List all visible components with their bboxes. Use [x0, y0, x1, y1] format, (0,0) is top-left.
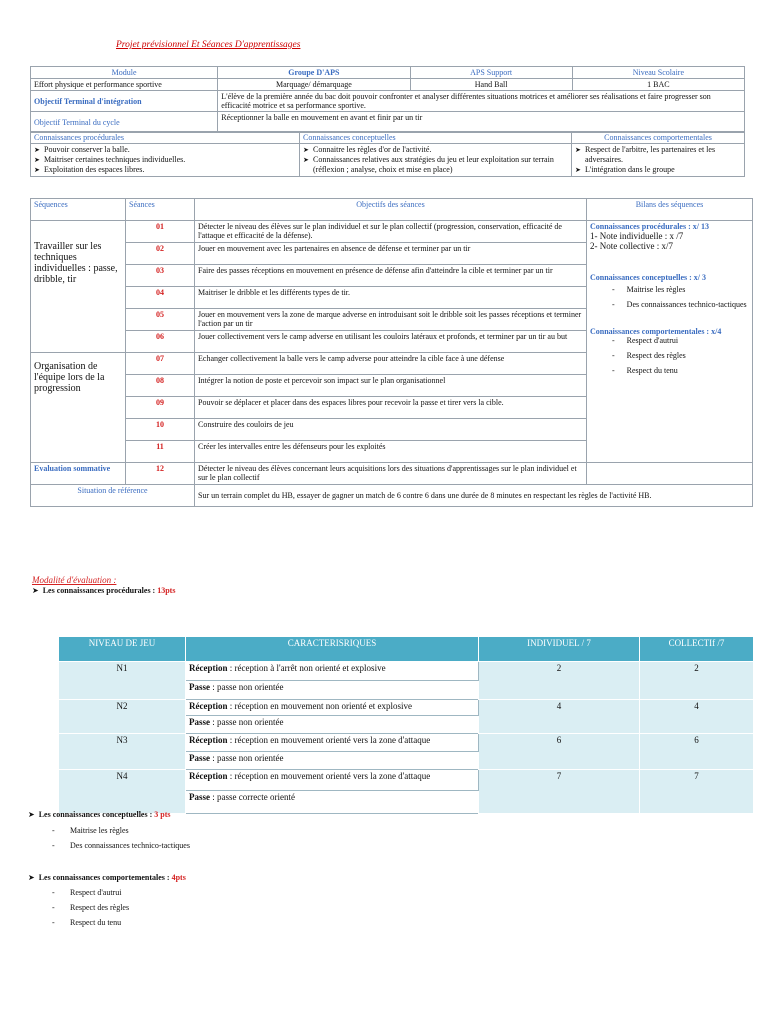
seance-objective: Créer les intervalles entre les défenseurs pour les exploités [195, 441, 587, 463]
project-info-table [30, 66, 745, 133]
collective-score: 7 [640, 770, 754, 814]
bilan-note-collective: 2- Note collective : x/7 [590, 241, 673, 251]
objectif-cycle-text: Réceptionner la balle en mouvement en avant et finir par un tir [218, 112, 745, 133]
niveau-header: Niveau Scolaire [572, 67, 744, 79]
seance-objective: Pouvoir se déplacer et placer dans des espaces libres pour recevoir la passe et tirer vers la cible. [195, 397, 587, 419]
eval-concept-list [52, 826, 190, 856]
list-item: - Des connaissances technico-tactiques [52, 841, 190, 850]
sequences-header: Séquences [31, 199, 126, 221]
passe-desc: Passe : passe non orientée [186, 752, 479, 770]
seances-header: Séances [126, 199, 195, 221]
bilan-cell [587, 221, 753, 463]
individual-score: 2 [479, 662, 640, 700]
individual-score: 6 [479, 734, 640, 770]
seance-objective: Intégrer la notion de poste et percevoir son impact sur le plan organisationnel [195, 375, 587, 397]
proc-label: Connaissances procédurales [31, 132, 300, 144]
bilan-note-individuelle: 1- Note individuelle : x /7 [590, 231, 684, 241]
seance-objective: Jouer en mouvement vers la zone de marque adverse en introduisant soit le dribble soit les passes réceptions et terminer l'action par un tir [195, 309, 587, 331]
eval-concept-line: ➤ Les connaissances conceptuelles : 3 pts [28, 810, 171, 819]
seance-num: 12 [126, 463, 195, 485]
bilan-concept-item: - Maitrise les règles [612, 285, 686, 294]
seance-num: 03 [126, 265, 195, 287]
arrow-icon: ➤ [32, 586, 39, 595]
level-name: N2 [59, 700, 186, 734]
bilan-comport-item: - Respect des règles [612, 351, 686, 360]
aps-support-header: APS Support [410, 67, 572, 79]
concept-cell [300, 144, 572, 177]
level-name: N4 [59, 770, 186, 814]
document-title: Projet prévisionnel Et Séances D'apprentissages [116, 40, 301, 50]
list-item: ➤ Respect de l'arbitre, les partenaires et les adversaires. [575, 145, 741, 165]
list-item: ➤ Maitriser certaines techniques individuelles. [34, 155, 296, 165]
level-name: N1 [59, 662, 186, 700]
bilan-comport-title: Connaissances comportementales : x/4 [590, 327, 722, 336]
sequence-2: Organisation de l'équipe lors de la progression [31, 353, 126, 463]
list-item: ➤ Connaissances relatives aux stratégies du jeu et leur exploitation sur terrain (réflexion ; analyse, choix et mise en place) [303, 155, 568, 175]
passe-desc: Passe : passe non orientée [186, 681, 479, 700]
seance-num: 08 [126, 375, 195, 397]
eval-proc-line: ➤ Les connaissances procédurales : 13pts [32, 586, 176, 595]
seance-num: 04 [126, 287, 195, 309]
characteristics-header: CARACTERISRIQUES [186, 637, 479, 662]
bilan-comport-item: - Respect d'autrui [612, 336, 679, 345]
seance-num: 09 [126, 397, 195, 419]
list-item: - Maitrise les règles [52, 826, 129, 835]
eval-comport-list [52, 888, 129, 933]
seance-objective: Jouer collectivement vers le camp adverse en utilisant les couloirs latéraux et profonds, et terminer par un tir au but [195, 331, 587, 353]
seance-objective: Détecter le niveau des élèves concernant leurs acquisitions lors des situations d'apprentissages sur le plan individuel et sur le plan collectif [195, 463, 587, 485]
reception-desc: Réception : réception en mouvement orienté vers la zone d'attaque [186, 770, 479, 791]
connaissances-table [30, 131, 745, 177]
module-header: Module [31, 67, 218, 79]
reception-desc: Réception : réception en mouvement non orienté et explosive [186, 700, 479, 716]
seance-objective: Echanger collectivement la balle vers le camp adverse pour atteindre la cible face à une défense [195, 353, 587, 375]
individual-score: 4 [479, 700, 640, 734]
bilans-header: Bilans des séquences [587, 199, 753, 221]
eval-comport-line: ➤ Les connaissances comportementales : 4pts [28, 873, 186, 882]
evaluation-title: Modalité d'évaluation : [32, 575, 117, 585]
collective-header: COLLECTIf /7 [640, 637, 754, 662]
module-value: Effort physique et performance sportive [31, 79, 218, 91]
proc-cell [31, 144, 300, 177]
sequences-table [30, 198, 753, 507]
group-aps-value: Marquage/ démarquage [218, 79, 410, 91]
concept-label: Connaissances conceptuelles [300, 132, 572, 144]
comport-points: 4pts [171, 873, 186, 882]
group-aps-header: Groupe D'APS [218, 67, 410, 79]
seance-objective: Maitriser le dribble et les différents types de tir. [195, 287, 587, 309]
individual-score: 7 [479, 770, 640, 814]
comport-cell [572, 144, 745, 177]
bilan-concept-title: Connaissances conceptuelles : x/ 3 [590, 273, 706, 282]
list-item: - Respect du tenu [52, 918, 122, 927]
individual-header: INDIVIDUEL / 7 [479, 637, 640, 662]
list-item: ➤ Exploitation des espaces libres. [34, 165, 296, 175]
list-item: ➤ L'intégration dans le groupe [575, 165, 741, 175]
sequence-3: Evaluation sommative [31, 463, 126, 485]
collective-score: 6 [640, 734, 754, 770]
arrow-icon: ➤ [28, 873, 35, 882]
seance-num: 05 [126, 309, 195, 331]
objectifs-header: Objectifs des séances [195, 199, 587, 221]
sequence-1: Travailler sur les techniques individuelles : passe, dribble, tir [31, 221, 126, 353]
collective-score: 2 [640, 662, 754, 700]
seance-num: 11 [126, 441, 195, 463]
objectif-terminal-label: Objectif Terminal d'intégration [31, 91, 218, 112]
list-item: ➤ Connaitre les règles d'or de l'activité. [303, 145, 568, 155]
reception-desc: Réception : réception à l'arrêt non orienté et explosive [186, 662, 479, 681]
aps-support-value: Hand Ball [410, 79, 572, 91]
list-item: ➤ Pouvoir conserver la balle. [34, 145, 296, 155]
list-item: - Respect des règles [52, 903, 130, 912]
bilan-concept-item: - Des connaissances technico-tactiques [612, 300, 747, 309]
concept-points: 3 pts [154, 810, 171, 819]
level-name: N3 [59, 734, 186, 770]
levels-table [58, 636, 754, 814]
seance-num: 10 [126, 419, 195, 441]
objectif-terminal-text: L'élève de la première année du bac doit pouvoir confronter et analyser différentes situations motrices et améliorer ses réalisations et faire progresser son efficacité motrice et sa performance sportive. [218, 91, 745, 112]
situation-text: Sur un terrain complet du HB, essayer de gagner un match de 6 contre 6 dans une durée de 8 minutes en respectant les règles de l'activité HB. [195, 485, 753, 507]
arrow-icon: ➤ [28, 810, 35, 819]
objectif-cycle-label: Objectif Terminal du cycle [31, 112, 218, 133]
seance-objective: Construire des couloirs de jeu [195, 419, 587, 441]
reception-desc: Réception : réception en mouvement orienté vers la zone d'attaque [186, 734, 479, 752]
seance-num: 01 [126, 221, 195, 243]
passe-desc: Passe : passe correcte orienté [186, 791, 479, 814]
seance-objective: Jouer en mouvement avec les partenaires en absence de défense et terminer par un tir [195, 243, 587, 265]
niveau-value: 1 BAC [572, 79, 744, 91]
bilan-comport-item: - Respect du tenu [612, 366, 678, 375]
passe-desc: Passe : passe non orientée [186, 716, 479, 734]
situation-label: Situation de référence [31, 485, 195, 507]
level-header: NIVEAU DE JEU [59, 637, 186, 662]
collective-score: 4 [640, 700, 754, 734]
seance-objective: Faire des passes réceptions en mouvement en présence de défense afin d'atteindre la cible et terminer par un tir [195, 265, 587, 287]
bilan-proc-title: Connaissances procédurales : x/ 13 [590, 222, 709, 231]
list-item: - Respect d'autrui [52, 888, 122, 897]
seance-num: 06 [126, 331, 195, 353]
seance-num: 02 [126, 243, 195, 265]
seance-num: 07 [126, 353, 195, 375]
seance-objective: Détecter le niveau des élèves sur le plan individuel et sur le plan collectif (progression, conservation, efficacité de l'attaque et efficacité de la défense). [195, 221, 587, 243]
comport-label: Connaissances comportementales [572, 132, 745, 144]
proc-points: 13pts [157, 586, 176, 595]
